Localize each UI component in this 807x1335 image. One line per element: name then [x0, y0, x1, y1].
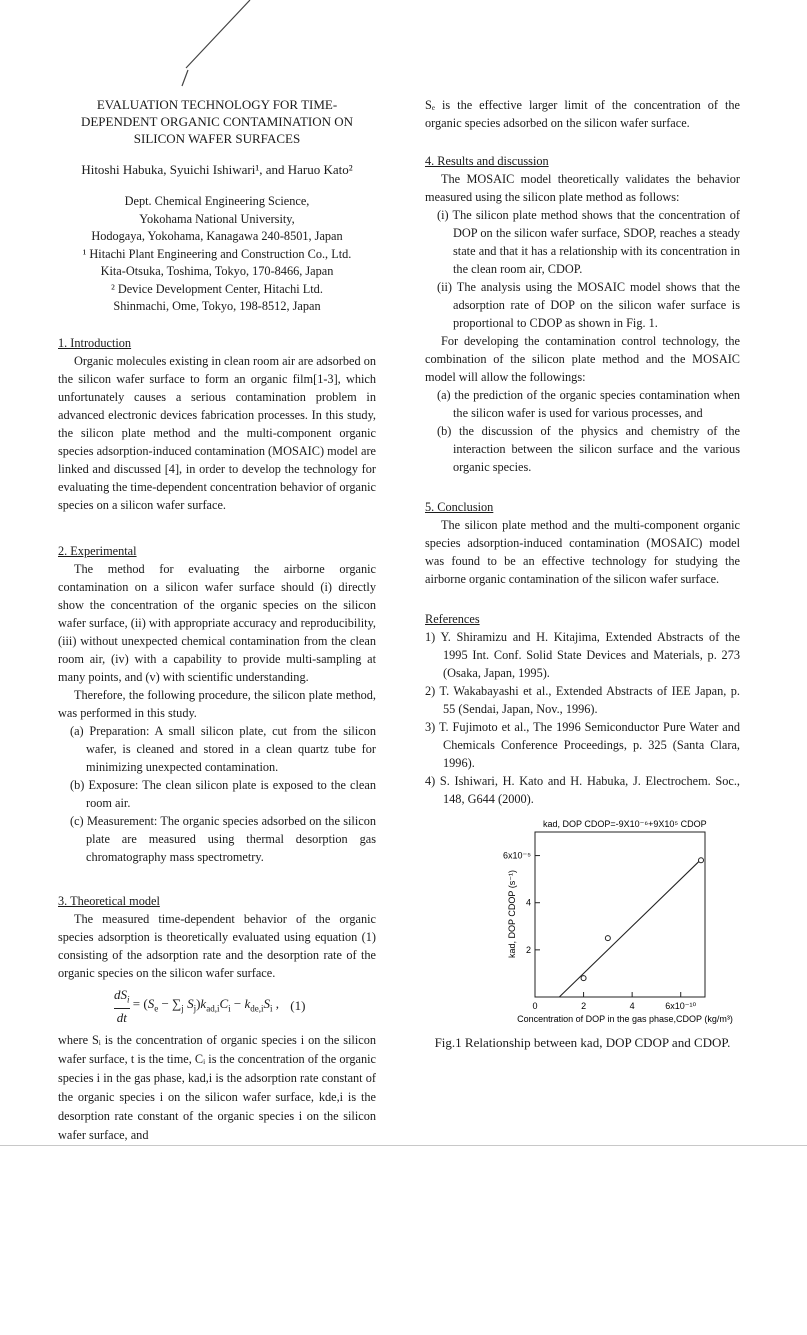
experimental-p1: The method for evaluating the airborne organic contamination on a silicon wafer surface should (i) directly show the concentration of the organic species on the silicon wafer surface, (ii) with appropriate accuracy and reproducibility, (iii) without unexpected chemical contamination from the clean room air, (iv) with a capability to provide multi-sampling at many points, and (v) with scientific understanding. — [58, 561, 376, 684]
experimental-item-c: (c) Measurement: The organic species adsorbed on the silicon plate are measured using thermal desorption gas chromatography mass spectrometry. — [70, 813, 376, 864]
reference-2: 2) T. Wakabayashi et al., Extended Abstracts of IEE Japan, p. 55 (Sendai, Japan, Nov., 1996). — [425, 684, 740, 716]
affiliations: Dept. Chemical Engineering Science, Yokohama National University, Hodogaya, Yokohama, Kanagawa 240-8501, Japan ¹ Hitachi Plant Engineering and Construction Co., Ltd. Kita-Otsuka, Toshima, Tokyo, 170-8466, Japan ² Device Development Center, Hitachi Ltd. Shinmachi, Ome, Tokyo, 198-8512, Japan — [82, 194, 352, 313]
experimental-heading: 2. Experimental — [58, 543, 137, 558]
authors: Hitoshi Habuka, Syuichi Ishiwari¹, and Haruo Kato² — [81, 162, 353, 177]
equation-1: $dS_i$ dt = ($S_e - \sum_j$ $S_j)k_{ad,i}C_i - k_{de,i}S_i$ , (1) — [114, 986, 306, 1026]
reference-1: 1) Y. Shiramizu and H. Kitajima, Extended Abstracts of the 1995 Int. Conf. Solid State Devices and Materials, p. 273 (Osaka, Japan, 1995). — [425, 630, 740, 680]
intro-heading: 1. Introduction — [58, 335, 132, 350]
results-p2: For developing the contamination control technology, the combination of the silicon plate method and the MOSAIC model will allow the followings: — [425, 334, 740, 384]
y-axis-label: kad, DOP CDOP (s⁻¹) — [507, 870, 517, 958]
theory-heading: 3. Theoretical model — [58, 893, 160, 908]
experimental-item-b: (b) Exposure: The clean silicon plate is exposed to the clean room air. — [70, 777, 376, 810]
references-heading: References — [425, 612, 480, 626]
reference-3: 3) T. Fujimoto et al., The 1996 Semiconductor Pure Water and Chemicals Conference Proceedings, p. 325 (Santa Clara, 1996). — [425, 720, 740, 770]
experimental-p2: Therefore, the following procedure, the silicon plate method, was performed in this study. — [58, 687, 376, 720]
y-tick-label: 4 — [525, 897, 531, 908]
x-tick-label: 6x10⁻¹⁰ — [665, 1001, 697, 1011]
theory-p3: Sₑ is the effective larger limit of the concentration of the organic species adsorbed on the silicon wafer surface. — [425, 98, 740, 130]
results-item-ii: (ii) The analysis using the MOSAIC model shows that the adsorption rate of DOP on the silicon wafer surface is proportional to CDOP as shown in Fig. 1. — [437, 280, 740, 330]
right-column — [425, 96, 740, 1058]
data-points — [581, 858, 703, 981]
paper-title: EVALUATION TECHNOLOGY FOR TIME- DEPENDENT ORGANIC CONTAMINATION ON SILICON WAFER SURFACES — [80, 97, 354, 146]
results-item-i: (i) The silicon plate method shows that the concentration of DOP on the silicon wafer surface, SDOP, reaches a steady state and that it has a relationship with its concentration in the clean room air, CDOP. — [437, 208, 740, 276]
results-item-a: (a) the prediction of the organic species contamination when the silicon wafer is used for various processes, and — [437, 388, 740, 420]
plot-frame — [535, 832, 705, 997]
equation-label: (1) — [290, 998, 306, 1014]
conclusion-heading: 5. Conclusion — [425, 500, 494, 514]
conclusion-text: The silicon plate method and the multi-component organic species adsorption-induced contamination (MOSAIC) model was found to be an effective technology for studying the airborne organic contamination of the silicon wafer surface. — [425, 518, 740, 586]
results-item-b: (b) the discussion of the physics and chemistry of the interaction between the silicon surface and the various organic species. — [437, 424, 740, 474]
left-column — [58, 96, 376, 1145]
tick-group — [503, 851, 697, 1011]
experimental-item-a: (a) Preparation: A small silicon plate, cut from the silicon wafer, is cleaned and stored in a clean quartz tube for minimizing unexpected contamination. — [70, 723, 376, 774]
figure-caption: Fig.1 Relationship between kad, DOP CDOP and CDOP. — [434, 1035, 731, 1050]
data-point — [581, 976, 586, 981]
theory-p2: where Sᵢ is the concentration of organic species i on the silicon wafer surface, t is the time, Cᵢ is the concentration of the organic species i in the gas phase, kad,i is the adsorption rate constant of the organic species i on the silicon wafer surface, kde,i is the desorption rate constant of the organic species i on the silicon wafer surface, and — [58, 1033, 376, 1143]
reference-4: 4) S. Ishiwari, H. Kato and H. Habuka, J. Electrochem. Soc., 148, G644 (2000). — [425, 774, 740, 806]
results-heading: 4. Results and discussion — [425, 154, 549, 168]
results-p1: The MOSAIC model theoretically validates the behavior measured using the silicon plate method as follows: — [425, 172, 740, 204]
intro-text: Organic molecules existing in clean room air are adsorbed on the silicon wafer surface to form an organic film[1-3], which unfortunately causes a serious contamination problem in advanced electronic devices fabrication processes. In this study, the silicon plate method and the multi-component organic species adsorption-induced contamination (MOSAIC) model are linked and discussed [4], in order to develop the technology for evaluating the time-dependent concentration behavior of organic species on a silicon wafer surface. — [58, 353, 377, 512]
x-tick-label: 0 — [532, 1001, 538, 1011]
fit-line — [559, 858, 702, 997]
y-tick-label: 6x10⁻⁵ — [503, 850, 531, 861]
chart-annotation: kad, DOP CDOP=-9X10⁻⁶+9X10⁵ CDOP — [543, 819, 707, 829]
x-axis-label: Concentration of DOP in the gas phase,CDOP (kg/m³) — [517, 1014, 733, 1024]
y-tick-label: 2 — [525, 944, 531, 955]
figure-1 — [425, 814, 740, 1024]
figure-1-chart — [425, 814, 740, 1024]
x-tick-label: 2 — [581, 1001, 587, 1011]
scan-mark — [150, 0, 260, 90]
theory-p1: The measured time-dependent behavior of the organic species adsorption is theoretically evaluated using equation (1) consisting of the adsorption rate and the desorption rate of the organic species on the silicon wafer surface. — [58, 911, 376, 980]
data-point — [605, 936, 610, 941]
data-point — [699, 858, 704, 863]
x-tick-label: 4 — [629, 1001, 635, 1011]
